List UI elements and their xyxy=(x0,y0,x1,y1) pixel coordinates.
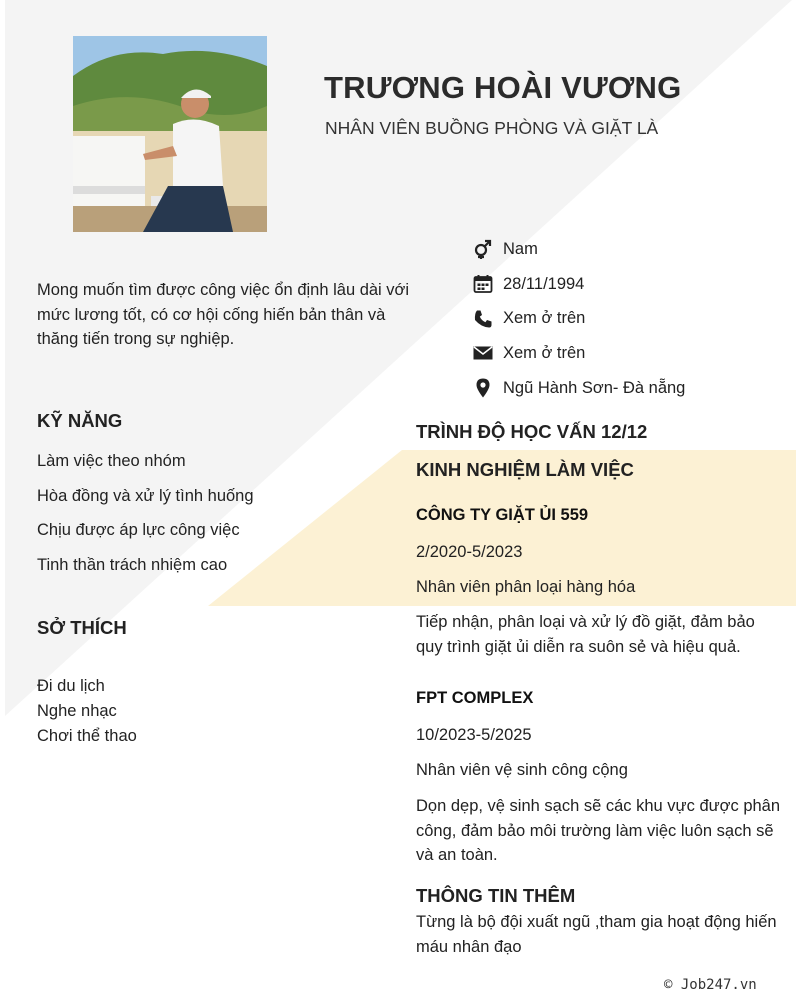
candidate-name: TRƯƠNG HOÀI VƯƠNG xyxy=(324,70,682,105)
skill-item: Làm việc theo nhóm xyxy=(37,452,186,470)
hobby-item: Đi du lịch xyxy=(37,677,105,695)
footer-watermark: © Job247.vn xyxy=(664,977,757,993)
gender-value: Nam xyxy=(503,239,538,258)
contact-birthday xyxy=(472,267,792,302)
address-value: Ngũ Hành Sơn- Đà nẵng xyxy=(503,378,686,397)
job-period: 10/2023-5/2025 xyxy=(416,726,532,744)
email-value: Xem ở trên xyxy=(503,343,586,362)
skills-heading: KỸ NĂNG xyxy=(37,410,123,431)
job-description: Dọn dẹp, vệ sinh sạch sẽ các khu vực được phân công, đảm bảo môi trường làm việc luôn sạch sẽ và an toàn. xyxy=(416,797,781,864)
birthday-value: 28/11/1994 xyxy=(503,274,585,293)
phone-icon xyxy=(472,308,494,330)
hobbies-heading: SỞ THÍCH xyxy=(37,617,127,638)
skill-item: Tinh thần trách nhiệm cao xyxy=(37,556,228,574)
job-role: Nhân viên phân loại hàng hóa xyxy=(416,578,636,596)
education-heading: TRÌNH ĐỘ HỌC VẤN 12/12 xyxy=(416,421,648,442)
contact-email xyxy=(472,336,792,371)
contact-address xyxy=(472,371,792,406)
job-company: FPT COMPLEX xyxy=(416,689,534,707)
hobbies-list xyxy=(37,674,137,749)
skill-item: Hòa đồng và xử lý tình huống xyxy=(37,487,254,505)
email-icon xyxy=(472,342,494,364)
contact-phone xyxy=(472,301,792,336)
candidate-position: NHÂN VIÊN BUỒNG PHÒNG VÀ GIẶT LÀ xyxy=(325,118,659,138)
calendar-icon xyxy=(472,273,494,295)
additional-info-heading: THÔNG TIN THÊM xyxy=(416,885,576,906)
hobby-item: Nghe nhạc xyxy=(37,702,117,720)
phone-value: Xem ở trên xyxy=(503,309,586,328)
career-objective: Mong muốn tìm được công việc ổn định lâu dài với mức lương tốt, có cơ hội cống hiến bản thân và thăng tiến trong sự nghiệp. xyxy=(37,281,410,348)
gender-icon xyxy=(472,238,494,260)
skill-item: Chịu được áp lực công việc xyxy=(37,521,240,539)
hobby-item: Chơi thể thao xyxy=(37,727,137,745)
job-company: CÔNG TY GIẶT ỦI 559 xyxy=(416,506,589,524)
job-description: Tiếp nhận, phân loại và xử lý đồ giặt, đảm bảo quy trình giặt ủi diễn ra suôn sẻ và hiệu quả. xyxy=(416,613,755,656)
contact-info xyxy=(472,232,792,405)
job-period: 2/2020-5/2023 xyxy=(416,543,523,561)
contact-gender xyxy=(472,232,792,267)
additional-info-text: Từng là bộ đội xuất ngũ ,tham gia hoạt động hiến máu nhân đạo xyxy=(416,913,777,956)
profile-photo xyxy=(73,36,267,232)
experience-heading: KINH NGHIỆM LÀM VIỆC xyxy=(416,459,634,480)
job-role: Nhân viên vệ sinh công cộng xyxy=(416,761,628,779)
location-icon xyxy=(472,377,494,399)
